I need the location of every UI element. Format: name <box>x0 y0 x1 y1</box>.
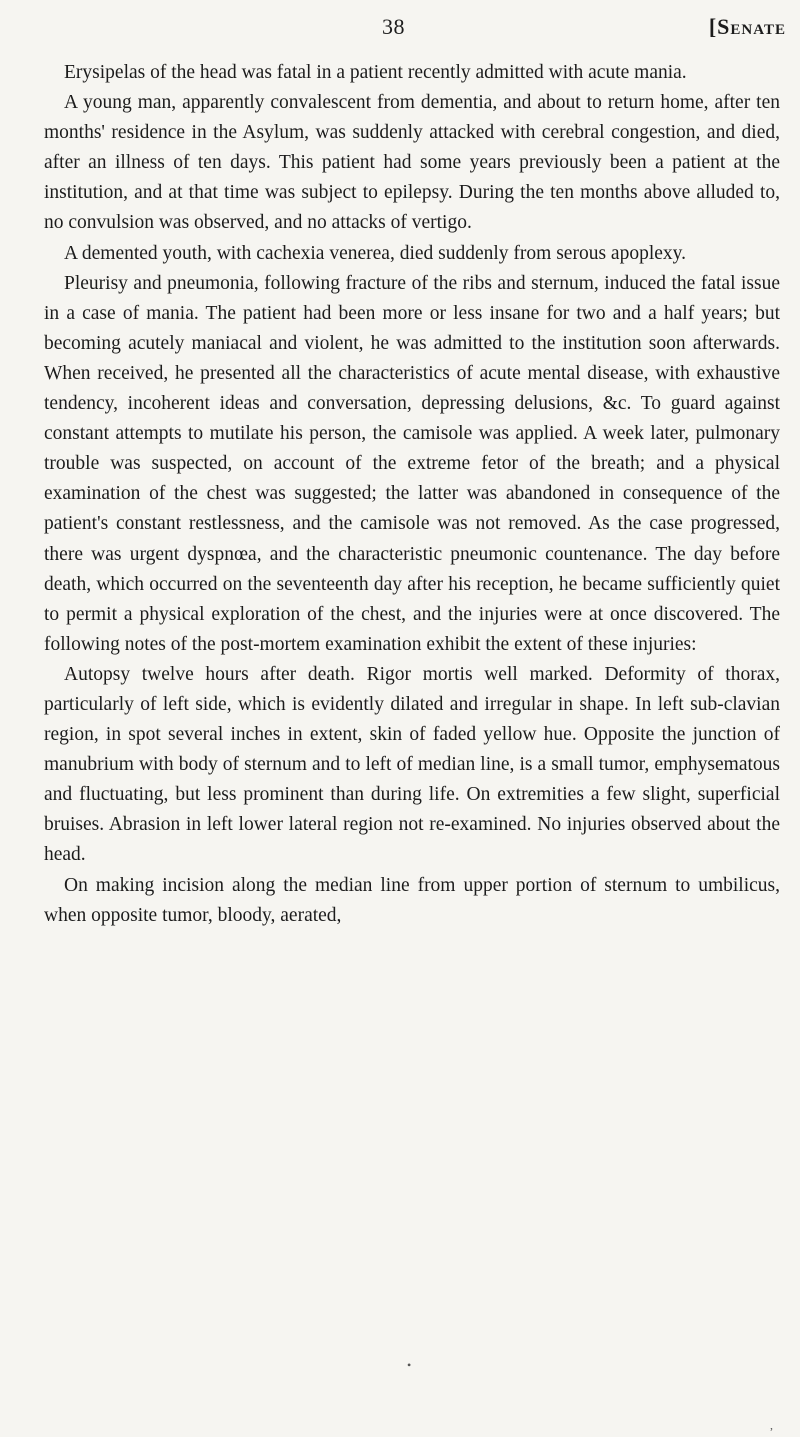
paragraph-erysipelas: Erysipelas of the head was fatal in a patient recently admitted with acute mania. <box>64 62 687 83</box>
paragraph-demented-youth: A demented youth, with cachexia venerea, died suddenly from serous apoplexy. <box>64 242 687 264</box>
stray-tick-mark: , <box>770 1418 773 1432</box>
section-header: [Senate <box>708 14 786 39</box>
stray-dot-mark: • <box>407 1358 412 1372</box>
body-text <box>44 58 780 931</box>
paragraph-incision: On making incision along the median line from upper portion of sternum to umbilicus, when opposite tumor, bloody, aerated, <box>44 874 780 926</box>
paragraph-autopsy: Autopsy twelve hours after death. Rigor mortis well marked. Deformity of thorax, particularly of left side, which is evidently dilated and irregular in shape. In left sub-clavian region, in spot several inches in extent, skin of faded yellow hue. Opposite the junction of manubrium with body of sternum and to left of median line, is a small tumor, emphysematous and fluctuating, but less prominent than during life. On extremities a few slight, superficial bruises. Abrasion in left lower lateral region not re-examined. No injuries observed about the head. <box>44 663 780 866</box>
running-head <box>0 14 800 44</box>
page-number: 38 <box>382 14 405 39</box>
paragraph-pleurisy: Pleurisy and pneumonia, following fracture of the ribs and sternum, induced the fatal issue in a case of mania. The patient had been more or less insane for two and a half years; but becoming acutely maniacal and violent, he was admitted to the institution soon afterwards. When received, he presented all the characteristics of acute mental disease, with exhaustive tendency, incoherent ideas and conversation, depressing delusions, &c. To guard against constant attempts to mutilate his person, the camisole was applied. A week later, pulmonary trouble was suspected, on account of the extreme fetor of the breath; and a physical examination of the chest was suggested; the latter was abandoned in consequence of the patient's constant restlessness, and the camisole was not removed. As the case progressed, there was urgent dyspnœa, and the characteristic pneumonic countenance. The day before death, which occurred on the seventeenth day after his reception, he became sufficiently quiet to permit a physical exploration of the chest, and the injuries were at once discovered. The following notes of the post-mortem examination exhibit the extent of these injuries: <box>44 272 780 655</box>
paragraph-young-man: A young man, apparently convalescent from dementia, and about to return home, after ten months' residence in the Asylum, was suddenly attacked with cerebral congestion, and died, after an illness of ten days. This patient had some years previously been a patient at the institution, and at that time was subject to epilepsy. During the ten months above alluded to, no convulsion was observed, and no attacks of vertigo. <box>44 92 780 234</box>
